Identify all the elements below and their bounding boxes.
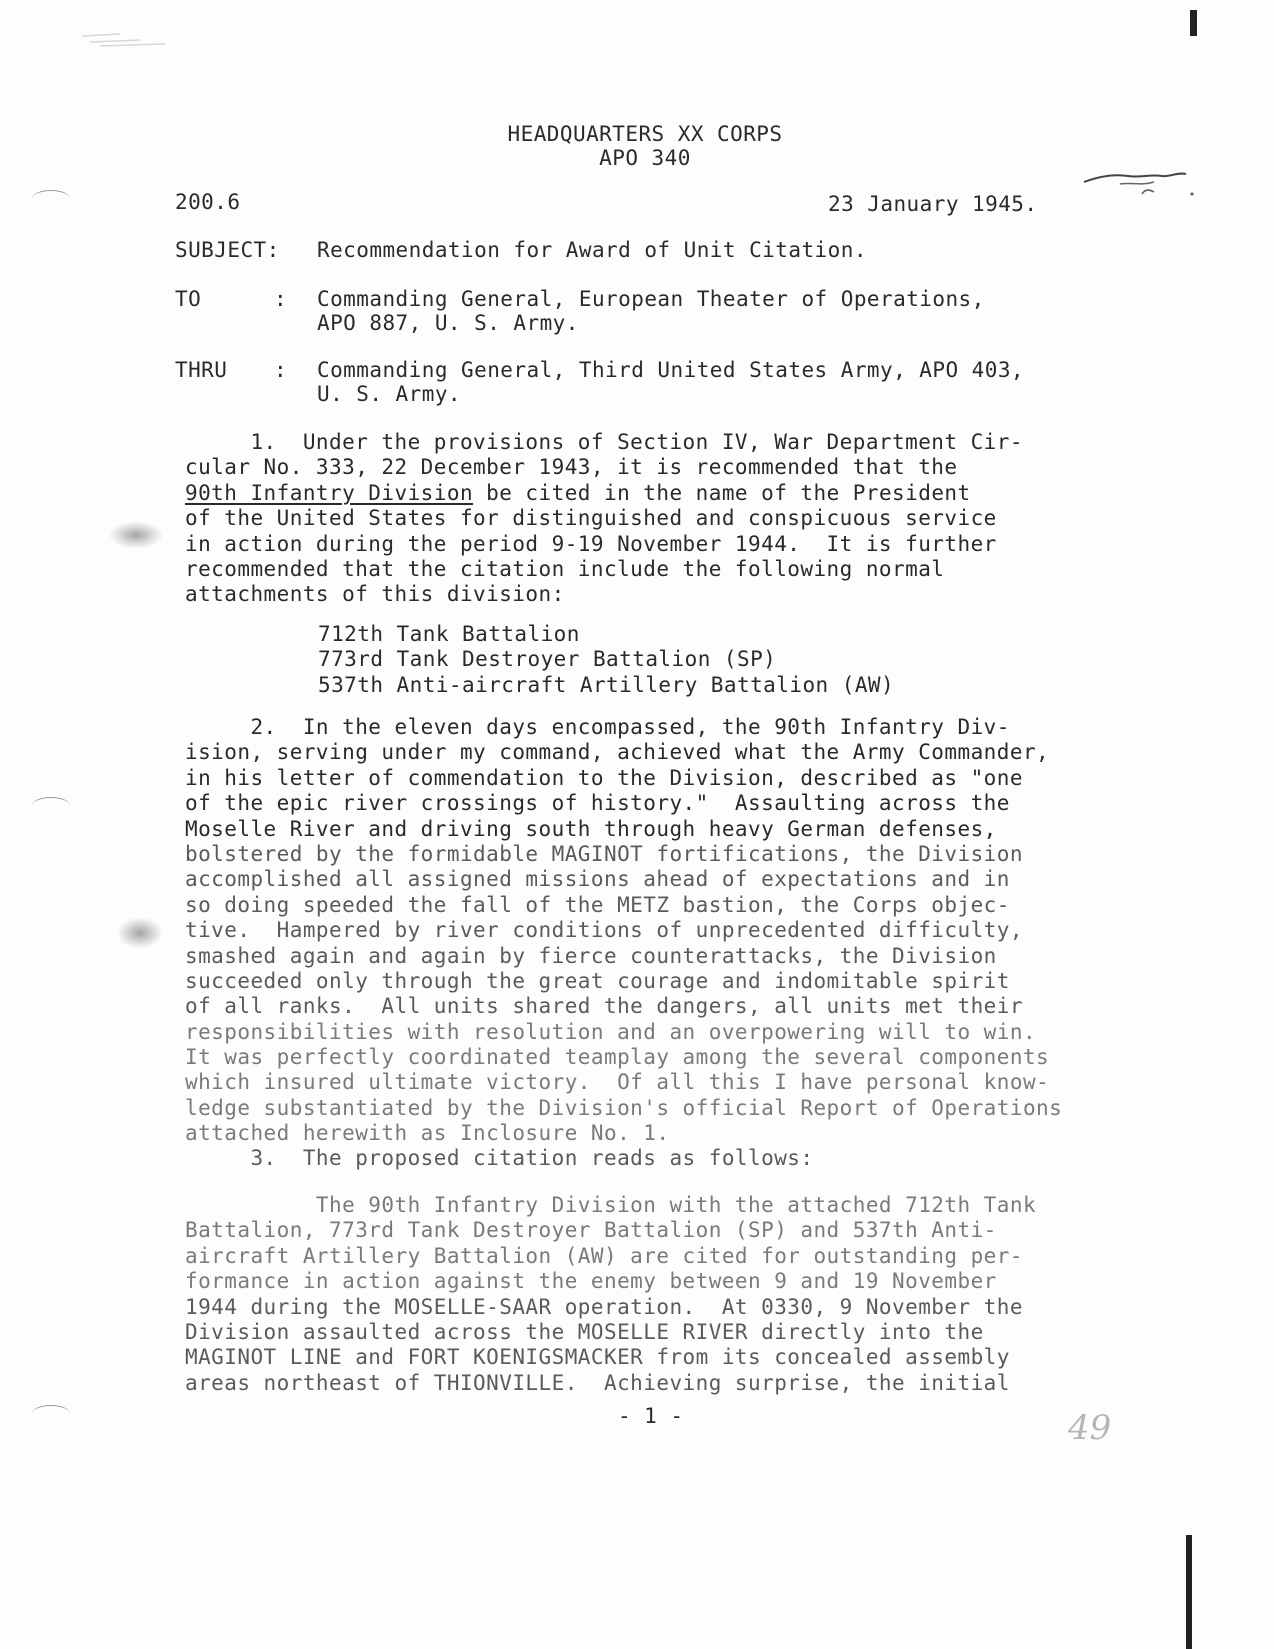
citation-line: MAGINOT LINE and FORT KOENIGSMACKER from its concealed assembly bbox=[185, 1345, 1010, 1370]
para2-line: of the epic river crossings of history." Assaulting across the bbox=[185, 791, 1010, 816]
para1-line: attachments of this division: bbox=[185, 582, 565, 607]
to-colon: : bbox=[274, 287, 288, 311]
letter-date: 23 January 1945. bbox=[828, 192, 1038, 216]
attachment-item: 712th Tank Battalion bbox=[318, 622, 580, 646]
attachment-item: 773rd Tank Destroyer Battalion (SP) bbox=[318, 647, 777, 672]
citation-line: formance in action against the enemy between 9 and 19 November bbox=[185, 1269, 997, 1294]
para2-line: bolstered by the formidable MAGINOT fortifications, the Division bbox=[185, 841, 1023, 866]
para1-line3-rest: be cited in the name of the President bbox=[473, 480, 971, 505]
thru-label: THRU bbox=[175, 358, 228, 382]
ink-smudge-1 bbox=[110, 522, 162, 548]
para1-line: cular No. 333, 22 December 1943, it is recommended that the bbox=[185, 455, 958, 480]
punch-hole-3 bbox=[32, 1405, 70, 1422]
citation-line: 1944 during the MOSELLE-SAAR operation. At 0330, 9 November the bbox=[185, 1294, 1023, 1319]
header-line-2: APO 340 bbox=[599, 146, 691, 170]
citation-line: areas northeast of THIONVILLE. Achieving surprise, the initial bbox=[185, 1370, 1010, 1395]
para1-line bbox=[185, 481, 1195, 506]
para1-line: recommended that the citation include the following normal bbox=[185, 556, 945, 581]
punch-hole-2 bbox=[32, 797, 70, 814]
thru-colon: : bbox=[274, 358, 288, 382]
ink-smudge-2 bbox=[118, 918, 162, 948]
para1-line: of the United States for distinguished and conspicuous service bbox=[185, 506, 997, 531]
scan-edge-mark-top bbox=[1190, 10, 1197, 36]
punch-hole-1 bbox=[32, 190, 70, 207]
attachments-list bbox=[318, 622, 1018, 698]
para2-line: accomplished all assigned missions ahead of expectations and in bbox=[185, 867, 1010, 892]
para2-line: succeeded only through the great courage and indomitable spirit bbox=[185, 968, 1010, 993]
attachment-item: 537th Anti-aircraft Artillery Battalion (AW) bbox=[318, 672, 895, 697]
to-line-2: APO 887, U. S. Army. bbox=[317, 311, 579, 335]
para3-line: 3. The proposed citation reads as follows: bbox=[185, 1146, 814, 1170]
para2-line: smashed again and again by fierce counterattacks, the Division bbox=[185, 943, 997, 968]
thru-line-1: Commanding General, Third United States Army, APO 403, bbox=[317, 358, 1025, 382]
para2-line: ledge substantiated by the Division's official Report of Operations bbox=[185, 1095, 1063, 1120]
thru-line-2: U. S. Army. bbox=[317, 382, 462, 406]
para2-line: It was perfectly coordinated teamplay among the several components bbox=[185, 1045, 1050, 1070]
citation-text bbox=[185, 1193, 1195, 1396]
citation-line: aircraft Artillery Battalion (AW) are cited for outstanding per- bbox=[185, 1243, 1023, 1268]
para2-line: so doing speeded the fall of the METZ bastion, the Corps objec- bbox=[185, 892, 1010, 917]
subject-text: Recommendation for Award of Unit Citation. bbox=[317, 238, 867, 262]
para2-line: attached herewith as Inclosure No. 1. bbox=[185, 1121, 670, 1146]
para2-line: in his letter of commendation to the Division, described as "one bbox=[185, 765, 1023, 790]
division-name-underlined: 90th Infantry Division bbox=[185, 480, 474, 505]
to-label: TO bbox=[175, 287, 202, 311]
citation-line: The 90th Infantry Division with the attached 712th Tank bbox=[185, 1193, 1037, 1217]
para1-line: in action during the period 9-19 November 1944. It is further bbox=[185, 531, 997, 556]
handwritten-page-number: 49 bbox=[1068, 1408, 1112, 1448]
para2-line: tive. Hampered by river conditions of unprecedented difficulty, bbox=[185, 918, 1023, 943]
para2-line: which insured ultimate victory. Of all this I have personal know- bbox=[185, 1070, 1050, 1095]
top-scan-streak bbox=[80, 26, 170, 50]
file-number: 200.6 bbox=[175, 190, 241, 214]
para1-line: 1. Under the provisions of Section IV, War Department Cir- bbox=[185, 430, 1023, 454]
scan-edge-mark-bottom bbox=[1186, 1535, 1192, 1649]
header-line-1: HEADQUARTERS XX CORPS bbox=[507, 122, 783, 146]
to-line-1: Commanding General, European Theater of Operations, bbox=[317, 287, 985, 311]
paragraph-1 bbox=[185, 430, 1195, 608]
page-number: - 1 - bbox=[618, 1404, 684, 1428]
paragraph-2 bbox=[185, 715, 1195, 1147]
para2-line: of all ranks. All units shared the dangers, all units met their bbox=[185, 994, 1023, 1019]
citation-line: Battalion, 773rd Tank Destroyer Battalion (SP) and 537th Anti- bbox=[185, 1218, 997, 1243]
citation-line: Division assaulted across the MOSELLE RIVER directly into the bbox=[185, 1319, 984, 1344]
para2-line: responsibilities with resolution and an overpowering will to win. bbox=[185, 1019, 1037, 1044]
subject-label: SUBJECT: bbox=[175, 238, 280, 262]
para2-line: ision, serving under my command, achieved what the Army Commander, bbox=[185, 740, 1050, 765]
paragraph-3-intro bbox=[185, 1146, 1195, 1171]
para2-line: Moselle River and driving south through heavy German defenses, bbox=[185, 816, 997, 841]
para2-line: 2. In the eleven days encompassed, the 90th Infantry Div- bbox=[185, 715, 1010, 739]
